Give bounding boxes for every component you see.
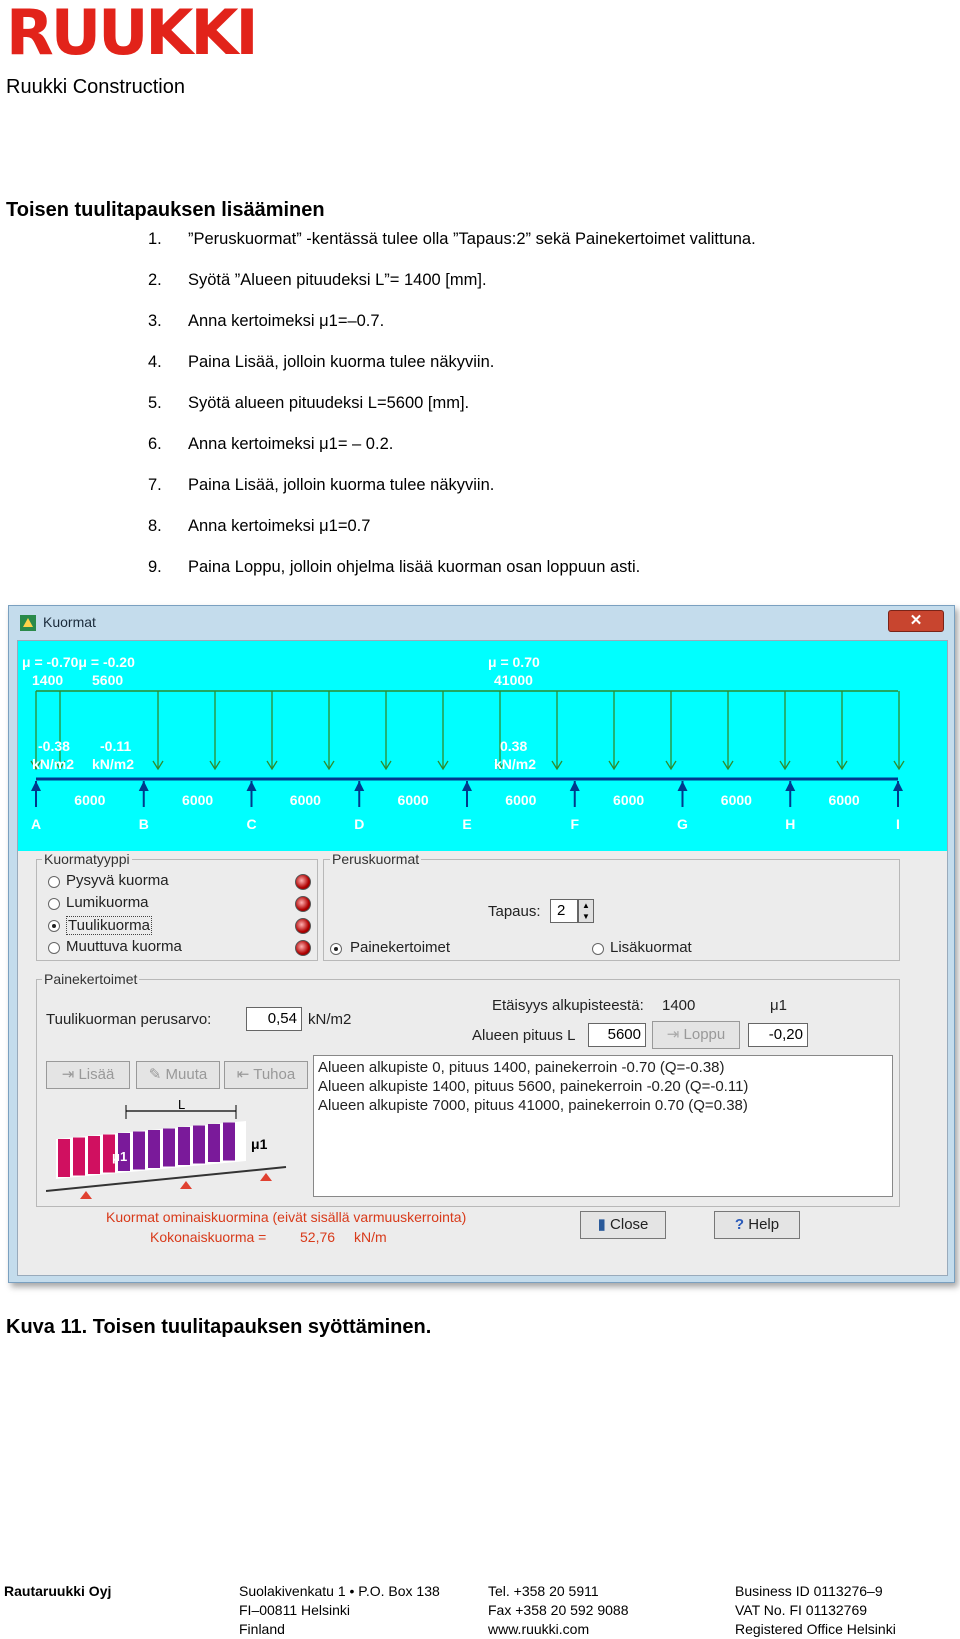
radio-pysyva[interactable] [48, 876, 60, 888]
loppu-button[interactable]: ⇥ Loppu [652, 1021, 740, 1049]
total-label: Kokonaiskuorma = [150, 1229, 267, 1245]
option-pysyva-label[interactable]: Pysyvä kuorma [66, 872, 169, 889]
painekertoimet-label[interactable]: Painekertoimet [350, 939, 451, 956]
support-arrow [139, 781, 149, 791]
tapaus-label: Tapaus: [488, 903, 541, 920]
radio-lisakuormat[interactable] [592, 943, 604, 955]
svg-text:L: L [178, 1099, 186, 1112]
muuta-button[interactable]: ✎ Muuta [136, 1061, 220, 1089]
length-label: 41000 [494, 672, 533, 688]
span-label: 6000 [74, 792, 106, 808]
painekertoimet-legend: Painekertoimet [44, 971, 138, 987]
unit-label: kN/m2 [32, 756, 75, 772]
radio-muuttuva[interactable] [48, 942, 60, 954]
list-item[interactable]: Alueen alkupiste 1400, pituus 5600, painekerroin -0.20 (Q=-0.11) [318, 1078, 749, 1095]
support-label: F [570, 816, 580, 832]
load-bar [58, 1139, 70, 1177]
load-diagram [18, 641, 947, 851]
door-icon: ▮ [597, 1216, 611, 1233]
perusarvo-input[interactable]: 0,54 [246, 1007, 302, 1031]
window-close-button[interactable]: ✕ [888, 610, 944, 632]
support-arrow [570, 781, 580, 791]
loppu-icon: ⇥ [666, 1026, 684, 1043]
total-unit: kN/m [354, 1229, 387, 1245]
window-titlebar [9, 606, 954, 640]
pituus-input[interactable]: 5600 [588, 1023, 646, 1047]
status-led-tuuli [295, 918, 311, 934]
load-bar [193, 1126, 205, 1164]
radio-painekertoimet[interactable] [330, 943, 342, 955]
support-arrow [678, 781, 688, 791]
perusarvo-unit: kN/m2 [308, 1011, 352, 1028]
load-bar [178, 1127, 190, 1165]
option-lumi-label[interactable]: Lumikuorma [66, 894, 149, 911]
span-label: 6000 [182, 792, 214, 808]
etaisyys-value: 1400 [662, 997, 696, 1014]
span-label: 6000 [289, 792, 321, 808]
company-name: Ruukki Construction [6, 76, 185, 98]
mu1-input[interactable]: -0,20 [748, 1023, 808, 1047]
window-client [17, 640, 948, 1276]
muuta-icon: ✎ [148, 1066, 166, 1083]
load-bar [73, 1138, 85, 1176]
support-label: E [462, 816, 472, 832]
unit-label: kN/m2 [494, 756, 537, 772]
radio-lumi[interactable] [48, 898, 60, 910]
steps-list [148, 228, 756, 597]
help-icon: ? [734, 1216, 749, 1233]
status-led-lumi [295, 896, 311, 912]
list-item: 2. Syötä ”Alueen pituudeksi L”= 1400 [mm]. [148, 271, 487, 289]
support-label: G [677, 816, 688, 832]
length-label: 1400 [32, 672, 64, 688]
list-item: 7. Paina Lisää, jolloin kuorma tulee näkyviin. [148, 476, 495, 494]
list-item[interactable]: Alueen alkupiste 7000, pituus 41000, painekerroin 0.70 (Q=0.38) [318, 1097, 748, 1114]
load-bar [148, 1130, 160, 1168]
window-title: Kuormat [43, 614, 96, 630]
list-item: 4. Paina Lisää, jolloin kuorma tulee näkyviin. [148, 353, 495, 371]
section-title: Toisen tuulitapauksen lisääminen [6, 199, 325, 221]
support-arrow [893, 781, 903, 791]
q-label: 0.38 [500, 738, 528, 754]
option-muuttuva-label[interactable]: Muuttuva kuorma [66, 938, 182, 955]
option-tuuli-label[interactable]: Tuulikuorma [68, 917, 150, 934]
pituus-label: Alueen pituus L [472, 1027, 576, 1044]
support-arrow [247, 781, 257, 791]
etaisyys-label: Etäisyys alkupisteestä: [492, 997, 644, 1014]
kuormat-window [8, 605, 955, 1283]
tuhoa-button[interactable]: ⇤ Tuhoa [224, 1061, 308, 1089]
svg-text:μ1: μ1 [112, 1149, 128, 1164]
lisaa-button[interactable]: ⇥ Lisää [46, 1061, 130, 1089]
load-bar [133, 1132, 145, 1170]
load-bar [223, 1123, 235, 1161]
status-led-pysyva [295, 874, 311, 890]
kuormatyyppi-legend: Kuormatyyppi [44, 851, 130, 867]
svg-text:μ1: μ1 [251, 1136, 268, 1152]
wind-load-sketch [46, 1099, 306, 1199]
length-label: 5600 [92, 672, 124, 688]
unit-label: kN/m2 [92, 756, 135, 772]
status-led-muuttuva [295, 940, 311, 956]
support-arrow [785, 781, 795, 791]
support-label: I [896, 816, 900, 832]
support-arrow [462, 781, 472, 791]
footer-address: Suolakivenkatu 1 • P.O. Box 138 FI–00811 Helsinki Finland [239, 1583, 440, 1637]
footer-company: Rautaruukki Oyj [4, 1583, 112, 1599]
list-item: 5. Syötä alueen pituudeksi L=5600 [mm]. [148, 394, 470, 412]
span-label: 6000 [828, 792, 860, 808]
list-item: 1. ”Peruskuormat” -kentässä tulee olla ”Tapaus:2” sekä Painekertoimet valittuna. [148, 230, 756, 248]
footer-contact: Tel. +358 20 5911 Fax +358 20 592 9088 www.ruukki.com [488, 1583, 629, 1637]
lisaa-icon: ⇥ [61, 1066, 79, 1083]
tapaus-field[interactable]: 2 [550, 899, 578, 923]
radio-tuuli[interactable] [48, 920, 60, 932]
list-item: 9. Paina Loppu, jolloin ohjelma lisää kuorman osan loppuun asti. [148, 558, 641, 576]
mu-label: μ = 0.70 [488, 654, 540, 670]
support-label: H [785, 816, 796, 832]
figure-caption: Kuva 11. Toisen tuulitapauksen syöttäminen. [6, 1316, 432, 1338]
perusarvo-label: Tuulikuorman perusarvo: [46, 1011, 212, 1028]
app-icon [19, 614, 37, 632]
help-button[interactable]: ? Help [714, 1211, 800, 1239]
q-label: -0.38 [38, 738, 70, 754]
list-item[interactable]: Alueen alkupiste 0, pituus 1400, painekerroin -0.70 (Q=-0.38) [318, 1059, 725, 1076]
q-label: -0.11 [100, 738, 132, 754]
load-bar [163, 1129, 175, 1167]
load-bar [208, 1124, 220, 1162]
close-button[interactable]: ▮ Close [580, 1211, 666, 1239]
support-label: C [246, 816, 257, 832]
peruskuormat-legend: Peruskuormat [332, 851, 420, 867]
mu-label: μ = -0.70μ = -0.20 [22, 654, 135, 670]
note-text: Kuormat ominaiskuormina (eivät sisällä varmuuskerrointa) [106, 1209, 467, 1225]
load-list[interactable] [313, 1055, 893, 1197]
load-diagram-svg [18, 641, 947, 851]
total-value: 52,76 [300, 1229, 336, 1245]
support-arrow [354, 781, 364, 791]
mu1-label: μ1 [770, 997, 787, 1014]
list-item: 3. Anna kertoimeksi μ1=–0.7. [148, 312, 385, 330]
support-label: D [354, 816, 365, 832]
tuhoa-icon: ⇤ [236, 1066, 254, 1083]
list-item: 6. Anna kertoimeksi μ1= – 0.2. [148, 435, 394, 453]
list-item: 8. Anna kertoimeksi μ1=0.7 [148, 517, 371, 535]
load-bar [88, 1136, 100, 1174]
span-label: 6000 [613, 792, 645, 808]
support-arrow [31, 781, 41, 791]
lisakuormat-label[interactable]: Lisäkuormat [610, 939, 692, 956]
span-label: 6000 [720, 792, 752, 808]
footer-ids: Business ID 0113276–9 VAT No. FI 01132769 Registered Office Helsinki [735, 1583, 896, 1637]
ruukki-logo: RUUKKI [6, 0, 256, 69]
support-label: A [30, 816, 42, 832]
support-label: B [138, 816, 149, 832]
tapaus-spinner[interactable]: ▲ ▼ [578, 899, 594, 923]
span-label: 6000 [397, 792, 429, 808]
span-label: 6000 [505, 792, 537, 808]
